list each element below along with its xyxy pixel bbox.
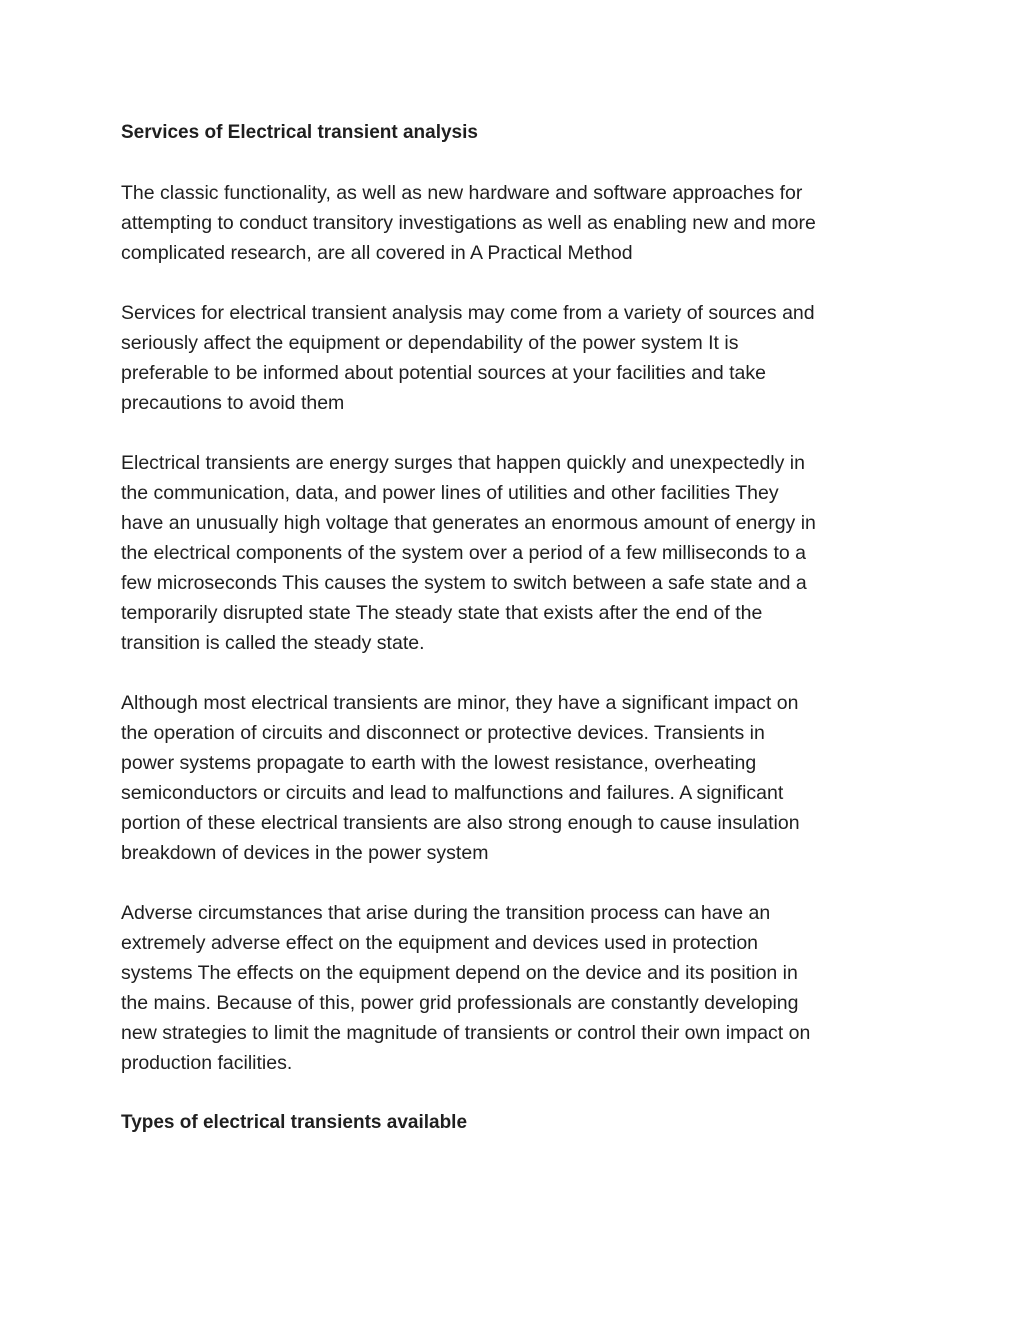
paragraph-adverse-effects: Adverse circumstances that arise during the transition process can have an extremely adverse effect on the equipment and devices used in protection systems The effects on the equipment depend on the device and its position in the mains. Because of this, power grid professionals are constantly developing new strategies to limit the magnitude of transients or control their own impact on production facilities.: [121, 902, 811, 1074]
paragraph-intro: The classic functionality, as well as new hardware and software approaches for attempting to conduct transitory investigations as well as enabling new and more complicated research, are all covered in A Practical Method: [121, 182, 816, 264]
section-heading-services: Services of Electrical transient analysis: [121, 122, 478, 143]
document-page: [121, 118, 921, 1168]
section-heading-types: Types of electrical transients available: [121, 1112, 468, 1133]
paragraph-impact: Although most electrical transients are minor, they have a significant impact on the operation of circuits and disconnect or protective devices. Transients in power systems propagate to earth with the lowest resistance, overheating semiconductors or circuits and lead to malfunctions and failures. A significant portion of these electrical transients are also strong enough to cause insulation breakdown of devices in the power system: [121, 692, 800, 864]
paragraph-definition: Electrical transients are energy surges that happen quickly and unexpectedly in the communication, data, and power lines of utilities and other facilities They have an unusually high voltage that generates an enormous amount of energy in the electrical components of the system over a period of a few milliseconds to a few microseconds This causes the system to switch between a safe state and a temporarily disrupted state The steady state that exists after the end of the transition is called the steady state.: [121, 452, 816, 654]
paragraph-sources: Services for electrical transient analysis may come from a variety of sources and seriously affect the equipment or dependability of the power system It is preferable to be informed about potential sources at your facilities and take precautions to avoid them: [121, 302, 815, 414]
